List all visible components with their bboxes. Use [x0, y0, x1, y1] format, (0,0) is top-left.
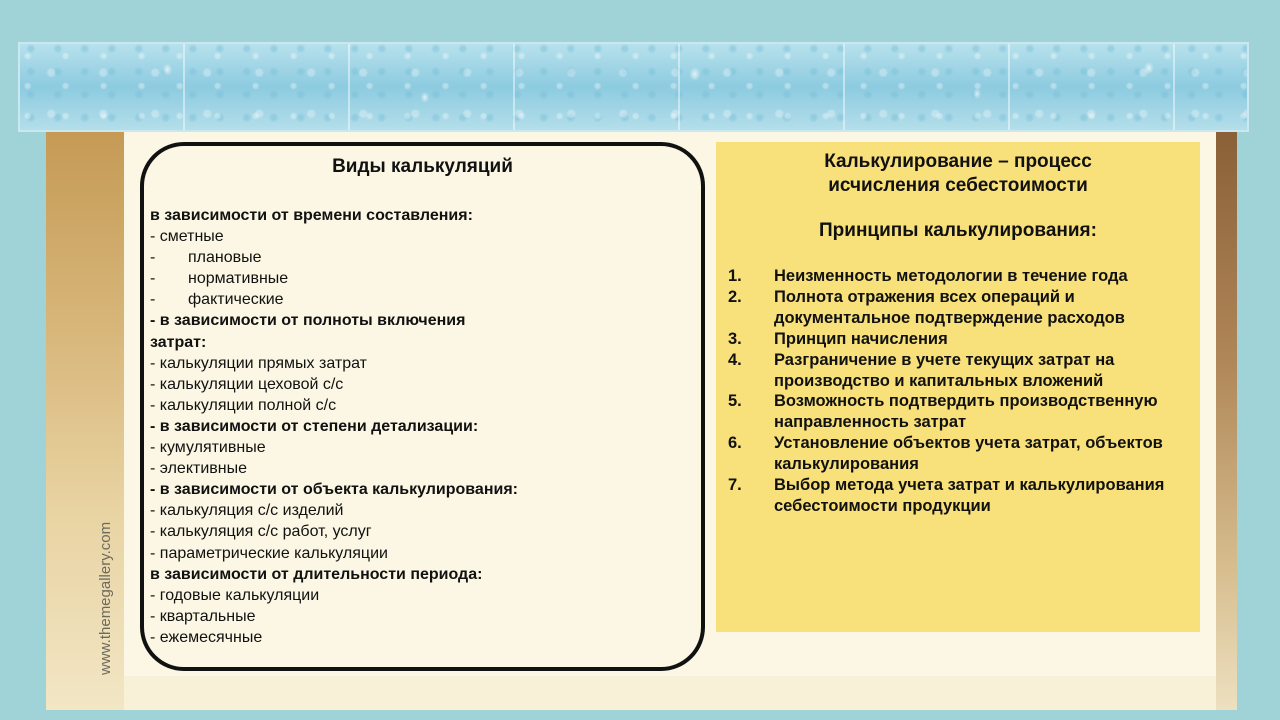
list-item-text: в зависимости от времени составления: [150, 207, 473, 224]
list-item-text: - калькуляция с/с работ, услуг [150, 523, 372, 541]
principle-text: Принцип начисления [774, 329, 948, 348]
calculation-types-list [150, 205, 705, 648]
heading-line-2: исчисления себестоимости [828, 175, 1088, 196]
principle-number: 6. [728, 434, 742, 453]
principle-item [728, 329, 1198, 350]
principle-item [728, 350, 1198, 392]
list-item [150, 521, 705, 542]
list-item-text: - квартальные [150, 607, 256, 625]
list-dash: - [150, 291, 156, 309]
principles-panel [716, 142, 1200, 632]
calculation-types-title: Виды калькуляций [332, 156, 513, 177]
list-item-text: - годовые калькуляции [150, 586, 320, 604]
list-item-text: - в зависимости от степени детализации: [150, 417, 479, 435]
list-item-text: плановые [188, 249, 262, 267]
banner-tiles [20, 44, 1247, 130]
principle-number: 2. [728, 287, 742, 306]
list-item [150, 310, 705, 331]
principle-item [728, 266, 1198, 287]
list-item-text: в зависимости от длительности периода: [150, 565, 483, 583]
list-item-text: - элективные [150, 460, 247, 478]
list-item [150, 268, 705, 289]
principle-number: 1. [728, 267, 742, 285]
right-gradient-strip [1216, 132, 1237, 710]
list-item-text: нормативные [188, 270, 289, 288]
calculation-types-panel [140, 142, 705, 671]
list-item-text: - параметрические калькуляции [150, 544, 388, 562]
header-banner [18, 42, 1249, 132]
list-item [150, 289, 705, 310]
list-item-text: - кумулятивные [150, 439, 266, 457]
list-item [150, 606, 705, 627]
list-item-text: - в зависимости от полноты включения [150, 312, 466, 330]
principle-number: 4. [728, 350, 742, 369]
principle-text: Полнота отражения всех операций и документальное подтверждение расходов [774, 287, 1125, 327]
principle-item [728, 391, 1198, 433]
principle-item [728, 433, 1198, 475]
principle-text: Выбор метода учета затрат и калькулирования себестоимости продукции [774, 476, 1165, 515]
list-item [150, 585, 705, 606]
principle-text: Возможность подтвердить производственную направленность затрат [774, 392, 1158, 432]
list-item [150, 332, 705, 353]
principle-text: Разграничение в учете текущих затрат на производство и капитальных вложений [774, 350, 1115, 390]
list-item-text: - калькуляции цеховой с/с [150, 375, 344, 393]
list-item-text: - в зависимости от объекта калькулирования: [150, 481, 518, 499]
list-item-text: затрат: [150, 333, 207, 351]
principle-item [728, 287, 1198, 329]
list-item-text: - калькуляция с/с изделий [150, 502, 344, 520]
list-item [150, 500, 705, 521]
principle-text: Неизменность методологии в течение года [774, 267, 1128, 285]
list-item [150, 247, 705, 268]
list-item [150, 564, 705, 585]
watermark-text: www.themegallery.com [97, 521, 114, 675]
principles-subtitle: Принципы калькулирования: [819, 220, 1097, 241]
list-item [150, 627, 705, 648]
list-item-text: фактические [188, 291, 284, 309]
list-dash: - [150, 249, 156, 267]
list-item [150, 479, 705, 500]
bottom-band [124, 676, 1216, 710]
list-item-text: - калькуляции прямых затрат [150, 354, 367, 372]
principle-number: 5. [728, 392, 742, 411]
list-item-text: - ежемесячные [150, 628, 263, 646]
principle-text: Установление объектов учета затрат, объектов калькулирования [774, 434, 1163, 474]
list-item [150, 226, 705, 247]
principles-heading [716, 150, 1200, 198]
list-item [150, 437, 705, 458]
list-item-text: - сметные [150, 228, 224, 246]
list-item-text: - калькуляции полной с/с [150, 396, 337, 414]
list-dash: - [150, 270, 156, 288]
list-item [150, 205, 705, 226]
principle-number: 3. [728, 329, 742, 348]
principle-number: 7. [728, 476, 742, 495]
list-item [150, 416, 705, 437]
list-item [150, 374, 705, 395]
principle-item [728, 475, 1198, 517]
list-item [150, 458, 705, 479]
list-item [150, 353, 705, 374]
list-item [150, 543, 705, 564]
principles-list [728, 266, 1198, 517]
list-item [150, 395, 705, 416]
heading-line-1: Калькулирование – процесс [824, 151, 1092, 172]
